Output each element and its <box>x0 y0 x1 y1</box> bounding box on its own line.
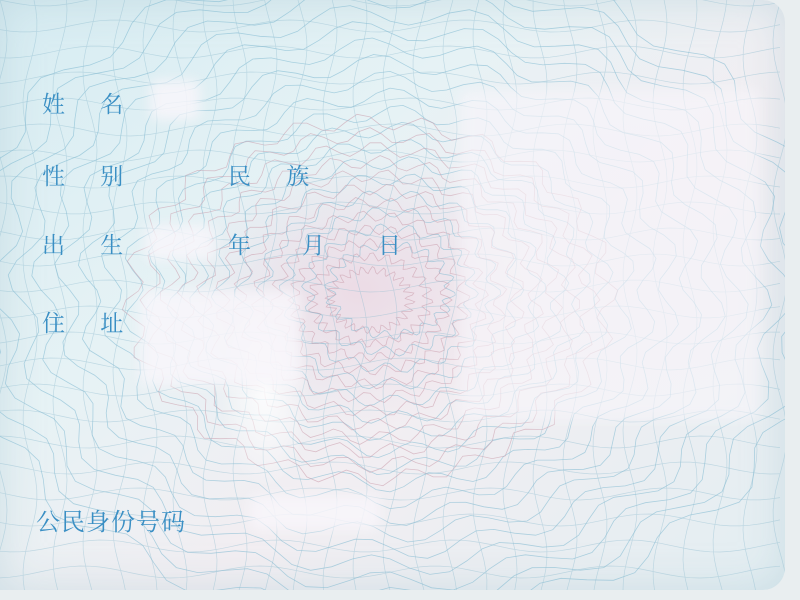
redacted-birth-year <box>145 225 215 260</box>
pattern-mesh-line <box>0 0 7 590</box>
redacted-portrait-photo <box>460 90 760 420</box>
pattern-mesh-line <box>0 0 780 6</box>
pattern-wave-red <box>325 267 414 334</box>
pattern-mesh-line <box>0 566 780 578</box>
sex-label: 性 别 <box>42 164 138 190</box>
ethnicity-label: 民 族 <box>228 164 324 190</box>
pattern-mesh-line <box>0 72 780 84</box>
birth-label: 出 生 <box>42 233 138 259</box>
name-label: 姓 名 <box>42 92 138 118</box>
pattern-mesh-line <box>0 436 780 448</box>
pattern-mesh-line <box>0 462 780 474</box>
redacted-id-number <box>250 495 380 530</box>
id-number-label: 公民身份号码 <box>36 508 186 536</box>
birth-month-label: 月 <box>302 233 325 259</box>
redacted-address <box>140 290 300 385</box>
birth-year-label: 年 <box>228 233 251 259</box>
address-label: 住 址 <box>42 311 138 337</box>
pattern-mesh-line <box>773 0 785 590</box>
birth-day-label: 日 <box>378 233 401 259</box>
redacted-name <box>150 80 200 120</box>
pattern-mesh-line <box>23 0 37 590</box>
pattern-mesh-line <box>0 540 780 552</box>
